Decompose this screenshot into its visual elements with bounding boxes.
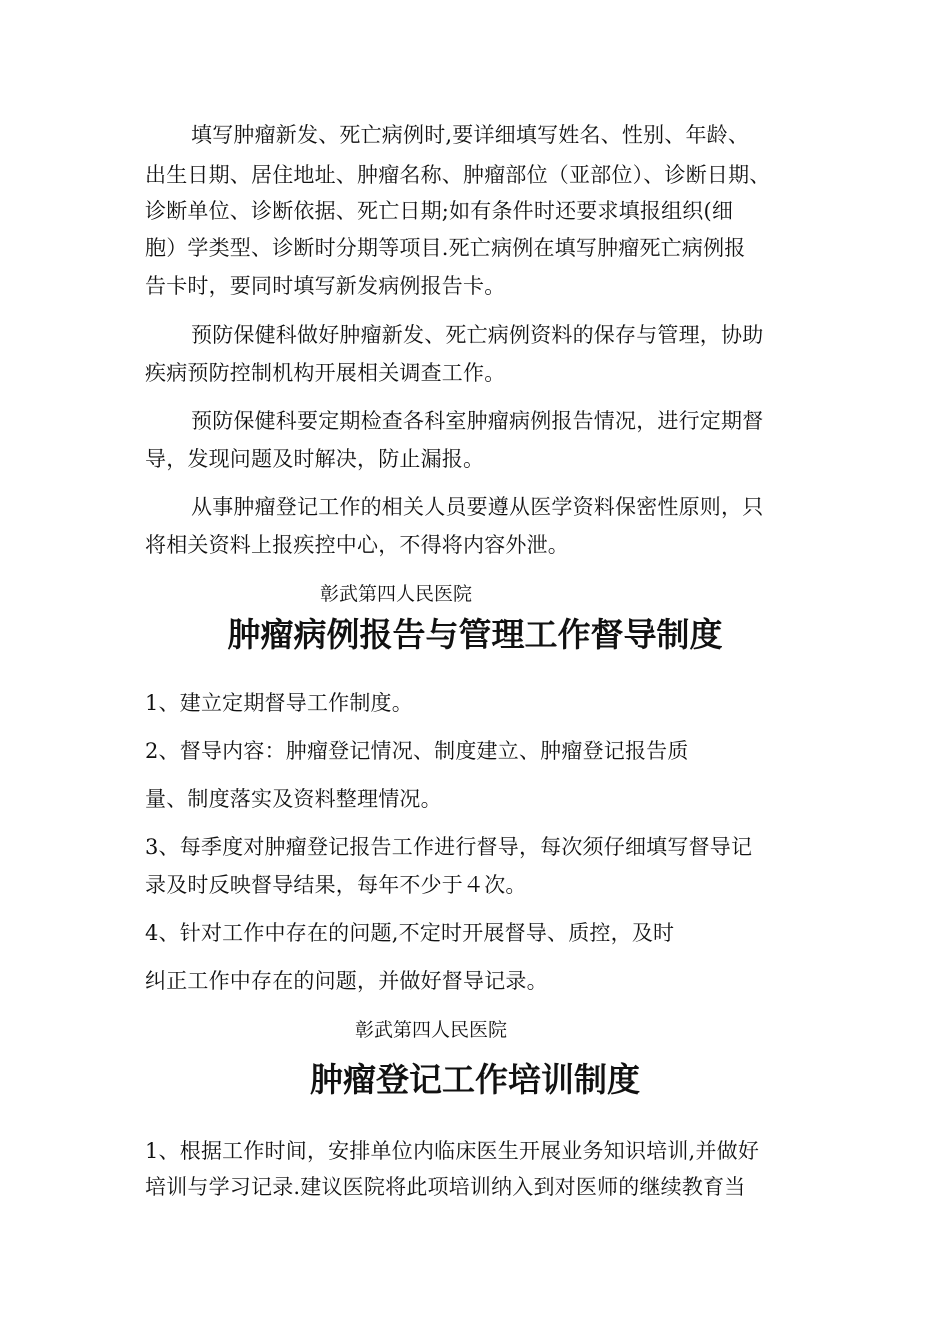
intro-p1-line-2: 出生日期、居住地址、肿瘤名称、肿瘤部位（亚部位）、诊断日期、 <box>145 163 771 187</box>
intro-p1-line-5: 告卡时，要同时填写新发病例报告卡。 <box>145 274 506 298</box>
section1-line-3: 量、制度落实及资料整理情况。 <box>145 787 442 811</box>
section1-line-7: 纠正工作中存在的问题，并做好督导记录。 <box>145 969 548 993</box>
section1-organization: 彰武第四人民医院 <box>320 583 473 605</box>
section2-organization: 彰武第四人民医院 <box>355 1019 508 1041</box>
intro-p3-line-1: 预防保健科要定期检查各科室肿瘤病例报告情况，进行定期督 <box>191 409 764 433</box>
section1-line-4: 3、每季度对肿瘤登记报告工作进行督导，每次须仔细填写督导记 <box>145 835 753 859</box>
intro-p1-line-1: 填写肿瘤新发、死亡病例时,要详细填写姓名、性别、年龄、 <box>191 123 750 147</box>
section2-title: 肿瘤登记工作培训制度 <box>310 1060 640 1099</box>
intro-p4-line-2: 将相关资料上报疾控中心，不得将内容外泄。 <box>145 533 569 557</box>
intro-p3-line-2: 导，发现问题及时解决，防止漏报。 <box>145 447 485 471</box>
section2-line-1: 1、根据工作时间，安排单位内临床医生开展业务知识培训,并做好 <box>145 1139 760 1163</box>
section2-line-2: 培训与学习记录.建议医院将此项培训纳入到对医师的继续教育当 <box>145 1175 746 1199</box>
intro-p2-line-2: 疾病预防控制机构开展相关调查工作。 <box>145 361 506 385</box>
section1-line-1: 1、建立定期督导工作制度。 <box>145 691 413 715</box>
section1-title: 肿瘤病例报告与管理工作督导制度 <box>227 615 723 654</box>
intro-p1-line-4: 胞）学类型、诊断时分期等项目.死亡病例在填写肿瘤死亡病例报 <box>145 236 746 260</box>
intro-p1-line-3: 诊断单位、诊断依据、死亡日期;如有条件时还要求填报组织(细 <box>145 199 734 223</box>
section1-line-6: 4、针对工作中存在的问题,不定时开展督导、质控，及时 <box>145 921 675 945</box>
section1-line-2: 2、督导内容：肿瘤登记情况、制度建立、肿瘤登记报告质 <box>145 739 689 763</box>
intro-p2-line-1: 预防保健科做好肿瘤新发、死亡病例资料的保存与管理，协助 <box>191 323 764 347</box>
intro-p4-line-1: 从事肿瘤登记工作的相关人员要遵从医学资料保密性原则，只 <box>191 495 764 519</box>
section1-line-5: 录及时反映督导结果，每年不少于４次。 <box>145 873 527 897</box>
